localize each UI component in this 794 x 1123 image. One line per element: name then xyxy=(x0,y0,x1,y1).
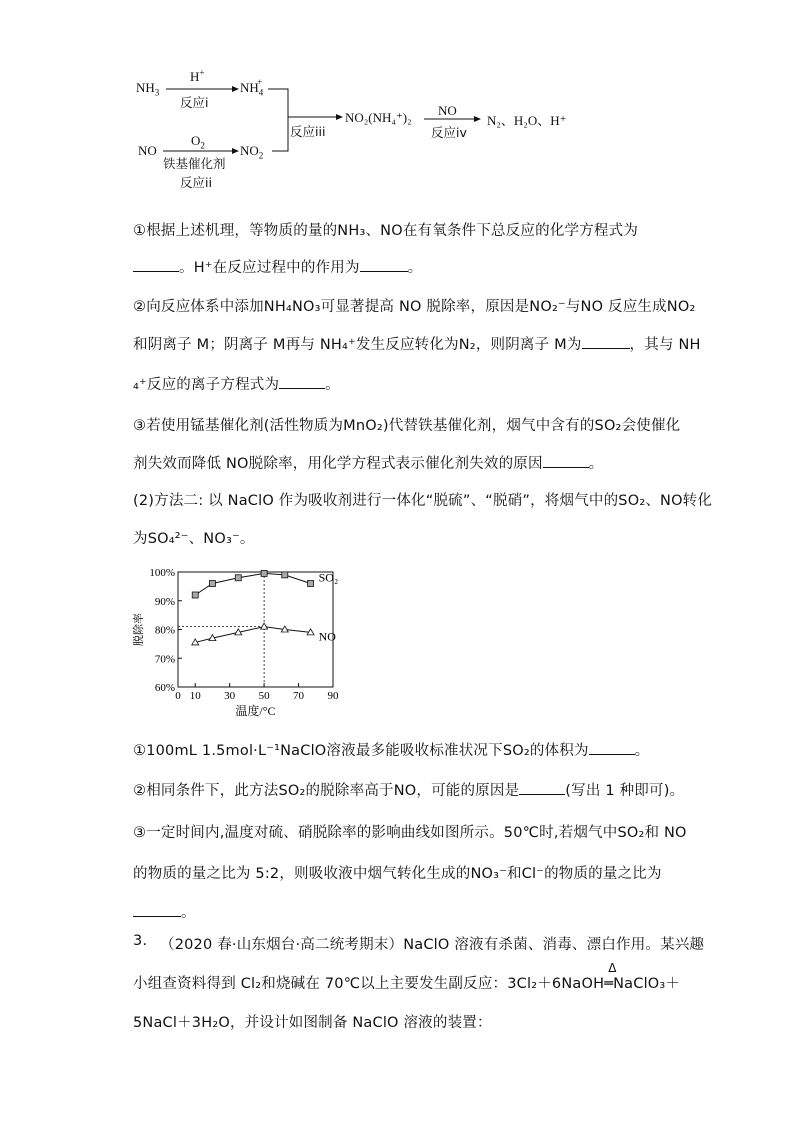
no-label: NO xyxy=(138,143,157,158)
y-tick-label: 70% xyxy=(154,653,175,666)
fe-catalyst-label: 铁基催化剂 xyxy=(163,156,226,171)
q3-line1: ③若使用锰基催化剂(活性物质为MnO₂)代替铁基催化剂，烟气中含有的SO₂会使催化 xyxy=(133,418,681,434)
problem3-number: 3. xyxy=(133,933,148,949)
b3-line2: 的物质的量之比为 5:2，则吸收液中烟气转化生成的NO₃⁻和Cl⁻的物质的量之比为 xyxy=(133,866,662,882)
b2-line: ②相同条件下，此方法SO₂的脱除率高于NO，可能的原因是 (写出 1 种即可)。 xyxy=(133,779,684,800)
h-plus-label: H+ xyxy=(190,67,205,84)
x-tick-label: 0 xyxy=(175,690,181,702)
q1-line1: ①根据上述机理，等物质的量的NH₃、NO在有氧条件下总反应的化学方程式为 xyxy=(133,223,639,239)
y-tick-label: 90% xyxy=(154,595,175,608)
b3-line1: ③一定时间内,温度对硫、硝脱除率的影响曲线如图所示。50℃时,若烟气中SO₂和 NO xyxy=(133,825,687,841)
method2-line1: (2)方法二: 以 NaClO 作为吸收剂进行一体化“脱硫”、“脱硝”，将烟气中的SO₂、NO转化 xyxy=(133,493,713,509)
no-reagent-label: NO xyxy=(438,103,457,118)
q2-line3: ₄⁺反应的离子方程式为 。 xyxy=(133,373,340,394)
answer-blank[interactable] xyxy=(133,902,181,917)
equals-delta: Δ ═ xyxy=(604,961,617,992)
b3-line3: 。 xyxy=(133,901,196,922)
x-tick-label: 70 xyxy=(293,690,305,702)
mechanism-arrows xyxy=(0,0,794,200)
so2-point xyxy=(308,581,314,587)
so2-point xyxy=(192,592,198,598)
reaction-iv-label: 反应iv xyxy=(431,125,467,140)
so2-point xyxy=(261,570,267,576)
b1-line: ①100mL 1.5mol·L⁻¹NaClO溶液最多能吸收标准状况下SO₂的体积为 。 xyxy=(133,739,649,760)
answer-blank[interactable] xyxy=(519,780,565,795)
so2-point xyxy=(209,581,215,587)
answer-blank[interactable] xyxy=(360,257,408,272)
no2-label: $NO_2$ xyxy=(240,143,264,161)
so2-point xyxy=(282,572,288,578)
answer-blank[interactable] xyxy=(133,257,179,272)
problem3-line1: （2020 春·山东烟台·高二统考期末）NaClO 溶液有杀菌、消毒、漂白作用。某兴趣 xyxy=(160,937,705,953)
nh4-label: $NH_4^+$ xyxy=(240,76,264,98)
x-tick-label: 30 xyxy=(224,690,236,702)
answer-blank[interactable] xyxy=(582,334,630,349)
y-tick-label: 60% xyxy=(154,682,175,694)
so2-point xyxy=(235,575,241,581)
y-tick-label: 100% xyxy=(149,567,175,579)
answer-blank[interactable] xyxy=(589,740,635,755)
y-axis-label: 脱除率 xyxy=(133,613,145,646)
method2-line2: 为SO₄²⁻、NO₃⁻。 xyxy=(133,531,255,547)
problem3-line3: 5NaCl＋3H₂O，并设计如图制备 NaClO 溶液的装置： xyxy=(133,1015,492,1031)
answer-blank[interactable] xyxy=(543,453,589,468)
x-tick-label: 10 xyxy=(189,690,201,702)
no-point xyxy=(261,623,268,629)
o2-label: $O_2$ xyxy=(191,133,205,151)
answer-blank[interactable] xyxy=(279,374,325,389)
x-tick-label: 90 xyxy=(327,690,339,702)
reaction-ii-label: 反应ii xyxy=(180,175,212,190)
x-axis-label: 温度/°C xyxy=(235,704,276,718)
y-tick-label: 80% xyxy=(154,624,175,637)
q1-line2: 。H⁺在反应过程中的作用为 。 xyxy=(133,256,422,277)
x-tick-label: 50 xyxy=(258,690,270,702)
so2-series-label: SO₂ xyxy=(318,570,339,585)
plot-frame xyxy=(178,572,333,687)
nh3-label: $NH_3$ xyxy=(136,80,160,98)
products-label: N₂、H₂O、H⁺ xyxy=(487,113,567,128)
q2-line1: ②向反应体系中添加NH₄NO₃可显著提高 NO 脱除率，原因是NO₂⁻与NO 反应生成NO₂ xyxy=(133,299,696,315)
reaction-i-label: 反应i xyxy=(180,95,209,110)
q3-line2: 剂失效而降低 NO脱除率，用化学方程式表示催化剂失效的原因 。 xyxy=(133,452,603,473)
reaction-iii-label: 反应iii xyxy=(290,124,326,139)
no-series-label: NO xyxy=(318,629,336,644)
problem3-line2: 小组查资料得到 Cl₂和烧碱在 70℃以上主要发生副反应：3Cl₂＋6NaOH Δ ═NaClO₃＋ xyxy=(133,961,681,992)
q2-line2: 和阴离子 M；阴离子 M再与 NH₄⁺发生反应转化为N₂，则阴离子 M为 ，其与 NH xyxy=(133,333,701,354)
removal-rate-chart xyxy=(128,562,348,722)
intermediate-label: NO₂(NH₄⁺)₂ xyxy=(345,110,412,125)
